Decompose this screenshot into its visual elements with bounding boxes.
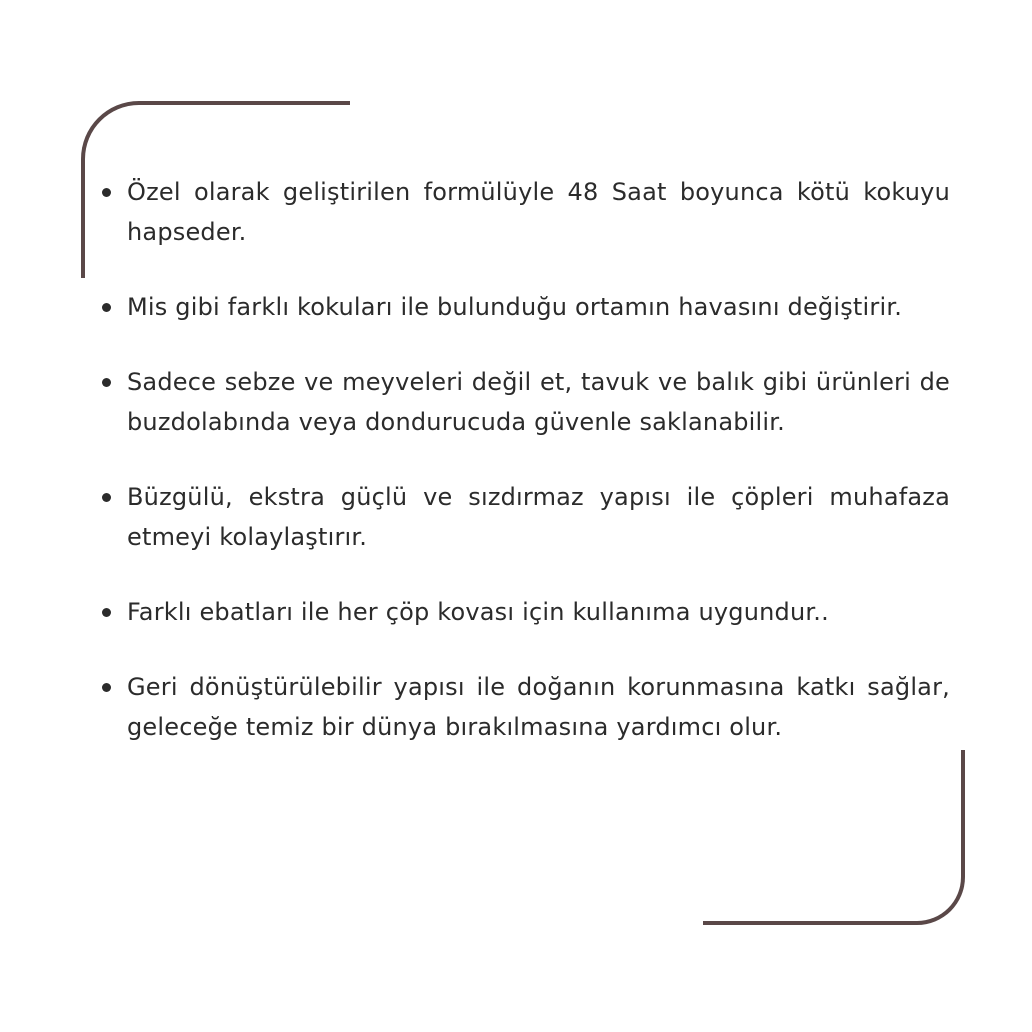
bullet-dot-icon	[102, 493, 111, 502]
list-item-text: Geri dönüştürülebilir yapısı ile doğanın korunmasına katkı sağlar, geleceğe temiz bir dünya bırakılmasına yardımcı olur.	[127, 673, 950, 741]
list-item-text: Büzgülü, ekstra güçlü ve sızdırmaz yapısı ile çöpleri muhafaza etmeyi kolaylaştırır.	[127, 483, 950, 551]
product-feature-list	[127, 172, 950, 782]
list-item	[127, 287, 950, 327]
bullet-dot-icon	[102, 378, 111, 387]
list-item-text: Mis gibi farklı kokuları ile bulunduğu ortamın havasını değiştirir.	[127, 293, 903, 321]
list-item	[127, 592, 950, 632]
bullet-dot-icon	[102, 188, 111, 197]
list-item-text: Sadece sebze ve meyveleri değil et, tavuk ve balık gibi ürünleri de buzdolabında veya dondurucuda güvenle saklanabilir.	[127, 368, 950, 436]
bullet-dot-icon	[102, 608, 111, 617]
bullet-dot-icon	[102, 683, 111, 692]
list-item-text: Farklı ebatları ile her çöp kovası için kullanıma uygundur..	[127, 598, 829, 626]
list-item	[127, 477, 950, 557]
list-item-text: Özel olarak geliştirilen formülüyle 48 Saat boyunca kötü kokuyu hapseder.	[127, 178, 950, 246]
bullet-dot-icon	[102, 303, 111, 312]
list-item	[127, 667, 950, 747]
list-item	[127, 362, 950, 442]
list-item	[127, 172, 950, 252]
